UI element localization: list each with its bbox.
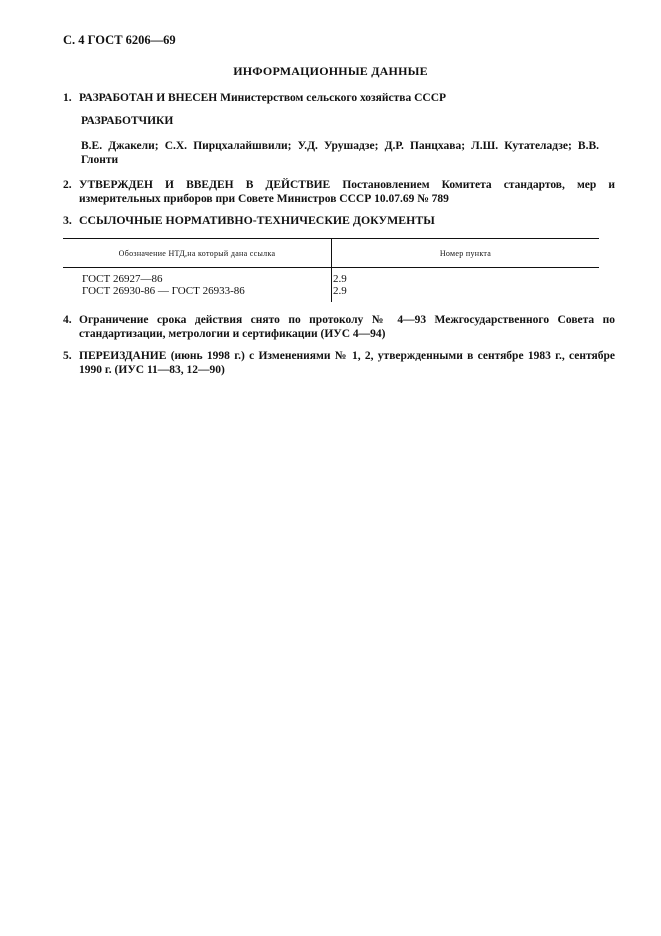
item-caps: УТВЕРЖДЕН И ВВЕДЕН В ДЕЙСТВИЕ <box>79 179 331 191</box>
item-caps: ПЕРЕИЗДАНИЕ <box>79 350 167 362</box>
item-number: 5. <box>63 350 72 362</box>
item-text: Постановлением Комитета стандартов, мер и измерительных приборов при Совете Министров СССР 10.07.69 № 789 <box>79 179 615 205</box>
item-approved <box>63 178 615 206</box>
item-number: 2. <box>63 179 72 191</box>
table-row <box>63 285 599 302</box>
item-limitation <box>63 313 615 341</box>
item-text: (июнь 1998 г.) с Изменениями № 1, 2, утвержденными в сентябре 1983 г., сентябре 1990 г. (ИУС 11—83, 12—90) <box>79 350 616 376</box>
item-text: Ограничение срока действия снято по протоколу № 4—93 Межгосударственного Совета по стандартизации, метрологии и сертификации (ИУС 4—94) <box>79 314 615 340</box>
page-header: С. 4 ГОСТ 6206—69 <box>63 33 176 47</box>
table-row <box>63 268 599 286</box>
item-reissue <box>63 349 615 377</box>
item-number: 4. <box>63 314 72 326</box>
table-cell-document: ГОСТ 26930-86 — ГОСТ 26933-86 <box>63 285 332 302</box>
item-text: Министерством сельского хозяйства СССР <box>220 92 447 104</box>
table-header-document: Обозначение НТД,на который дана ссылка <box>63 239 332 268</box>
item-caps: ССЫЛОЧНЫЕ НОРМАТИВНО-ТЕХНИЧЕСКИЕ ДОКУМЕНТЫ <box>79 213 435 227</box>
developers-names: В.Е. Джакели; С.Х. Пирцхалайшвили; У.Д. Урушадзе; Д.Р. Панцхава; Л.Ш. Кутателадзе; В.В. Глонти <box>81 140 599 166</box>
section-title: ИНФОРМАЦИОННЫЕ ДАННЫЕ <box>233 64 428 78</box>
references-table <box>63 238 599 302</box>
developers-heading: РАЗРАБОТЧИКИ <box>81 115 174 127</box>
item-number: 1. <box>63 92 72 104</box>
table-cell-document: ГОСТ 26927—86 <box>63 268 332 286</box>
table-cell-clause: 2.9 <box>333 273 347 285</box>
table-header-clause: Номер пункта <box>332 239 600 268</box>
table-cell-clause: 2.9 <box>333 285 347 297</box>
item-references <box>63 213 615 227</box>
item-number: 3. <box>63 213 72 227</box>
item-caps: РАЗРАБОТАН И ВНЕСЕН <box>79 92 218 104</box>
table-header-row <box>63 239 599 268</box>
item-developed <box>63 91 615 105</box>
